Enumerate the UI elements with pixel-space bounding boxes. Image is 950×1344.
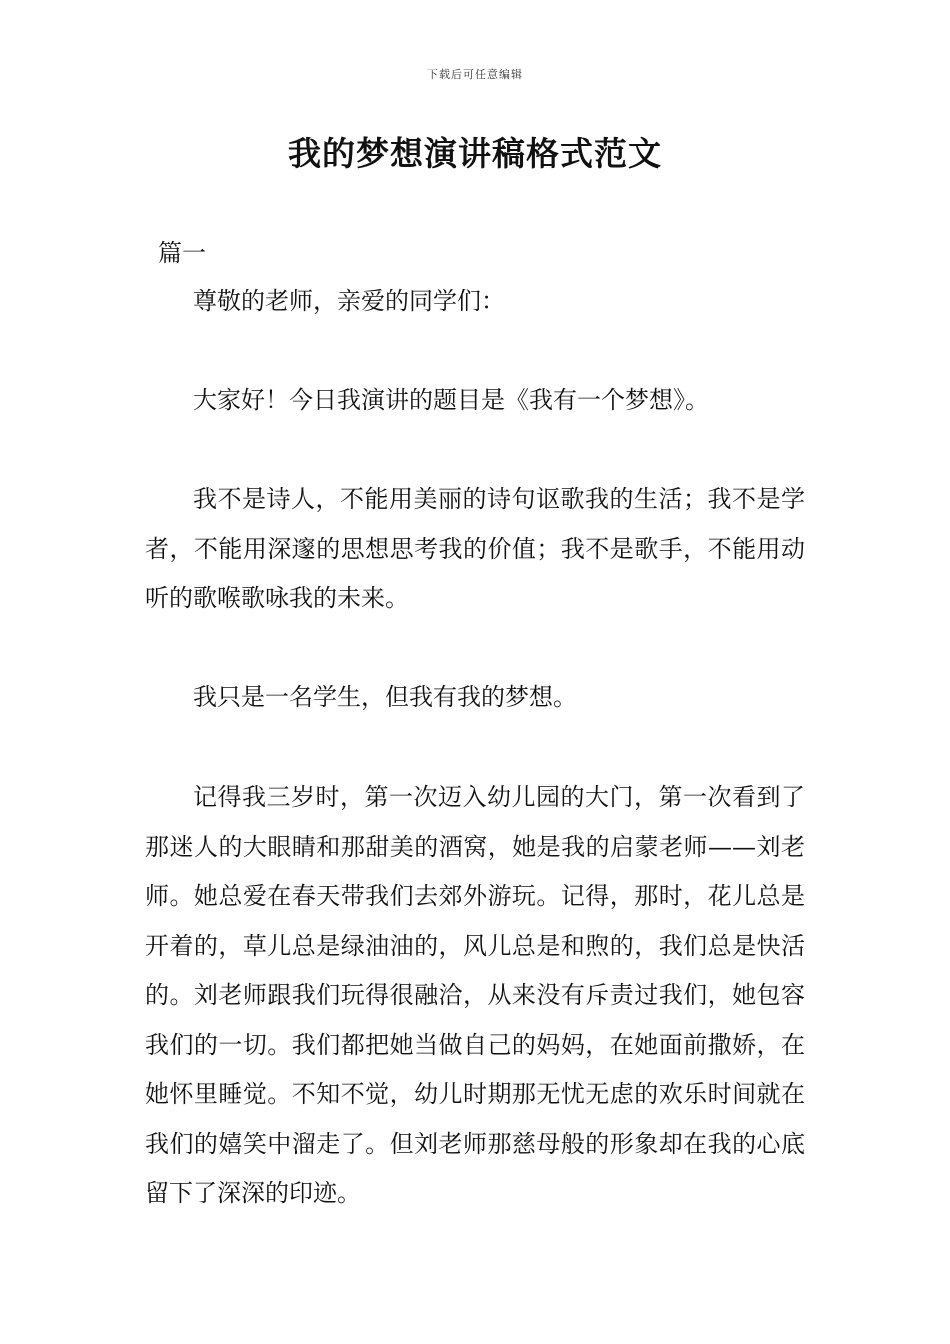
document-title: 我的梦想演讲稿格式范文 xyxy=(288,134,662,173)
paragraph-student: 我只是一名学生，但我有我的梦想。 xyxy=(193,683,577,711)
header-note: 下载后可任意编辑 xyxy=(427,68,523,81)
section-label: 篇一 xyxy=(158,239,206,267)
paragraph-greeting: 尊敬的老师，亲爱的同学们： xyxy=(193,287,505,315)
paragraph-memory: 记得我三岁时，第一次迈入幼儿园的大门，第一次看到了那迷人的大眼睛和那甜美的酒窝，她是我的启蒙老师——刘老师。她总爱在春天带我们去郊外游玩。记得，那时，花儿总是开着的，草儿总是绿油油的，风儿总是和煦的，我们总是快活的。刘老师跟我们玩得很融洽，从来没有斥责过我们，她包容我们的一切。我们都把她当做自己的妈妈，在她面前撒娇，在她怀里睡觉。不知不觉，幼儿时期那无忧无虑的欢乐时间就在我们的嬉笑中溜走了。但刘老师那慈母般的形象却在我的心底留下了深深的印迹。 xyxy=(145,783,805,1207)
paragraph-not-poet: 我不是诗人，不能用美丽的诗句讴歌我的生活；我不是学者，不能用深邃的思想思考我的价值；我不是歌手，不能用动听的歌喉歌咏我的未来。 xyxy=(145,485,805,612)
paragraph-intro: 大家好！今日我演讲的题目是《我有一个梦想》。 xyxy=(193,386,709,414)
